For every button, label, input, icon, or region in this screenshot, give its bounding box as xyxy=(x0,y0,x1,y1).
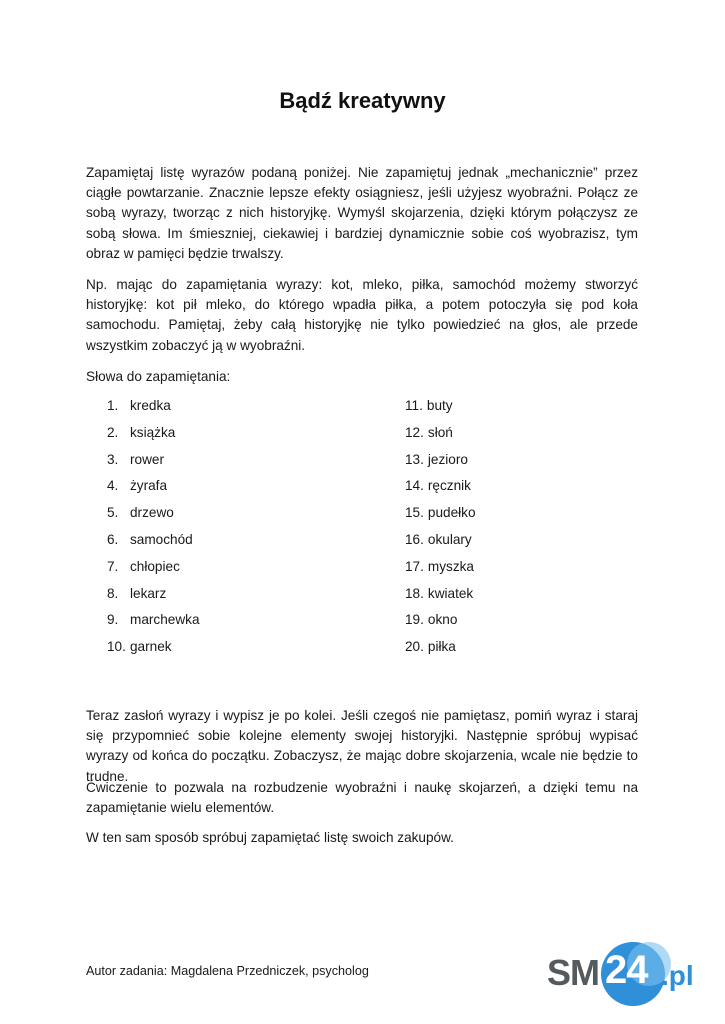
list-item xyxy=(405,423,476,450)
list-item xyxy=(405,637,476,664)
item-word: książka xyxy=(130,424,176,440)
item-word: buty xyxy=(426,398,453,413)
item-word: jezioro xyxy=(427,451,468,467)
list-item xyxy=(107,637,200,664)
item-number: 14. xyxy=(405,478,424,494)
logo-text-pl: .pl xyxy=(661,960,694,991)
item-number: 4. xyxy=(107,478,119,494)
item-word: rower xyxy=(130,451,164,467)
item-number: 6. xyxy=(107,531,119,547)
list-item xyxy=(107,396,200,423)
list-item xyxy=(405,557,476,584)
logo-text-24: 24 xyxy=(605,948,648,992)
list-item xyxy=(405,396,476,423)
item-word: żyrafa xyxy=(130,478,168,494)
word-list-right xyxy=(405,396,476,664)
logo-text-sm: SM xyxy=(547,952,599,993)
item-number: 18. xyxy=(405,585,424,601)
list-item xyxy=(405,530,476,557)
list-item xyxy=(405,476,476,503)
example-paragraph: Np. mając do zapamiętania wyrazy: kot, mleko, piłka, samochód możemy stworzyć historyjkę: kot pił mleko, do którego wpadła piłka, a potem potoczyła się pod koła samochodu. Pamiętaj, żeby całą historyjkę nie tylko powiedzieć na głos, ale przede wszystkim zobaczyć ją w wyobraźni. xyxy=(86,277,638,353)
item-number: 17. xyxy=(405,558,424,574)
list-item xyxy=(107,557,200,584)
word-list-left xyxy=(107,396,200,664)
item-number: 10. xyxy=(107,639,126,655)
item-number: 8. xyxy=(107,585,119,601)
page-title: Bądź kreatywny xyxy=(279,88,446,113)
item-number: 1. xyxy=(107,398,119,413)
list-heading: Słowa do zapamiętania: xyxy=(86,369,231,384)
item-number: 7. xyxy=(107,558,119,574)
item-number: 2. xyxy=(107,424,119,440)
item-number: 15. xyxy=(405,505,424,521)
item-word: chłopiec xyxy=(130,558,180,574)
list-item xyxy=(107,610,200,637)
item-number: 3. xyxy=(107,451,119,467)
instruction-paragraph: Teraz zasłoń wyrazy i wypisz je po kolei. Jeśli czegoś nie pamiętasz, pomiń wyraz i staraj się przypomnieć sobie kolejne elementy swojej historyjki. Następnie spróbuj wypisać wyrazy od końca do początku. Zobaczysz, że mając dobre skojarzenia, wcale nie będzie to trudne. xyxy=(86,708,638,784)
list-item xyxy=(107,476,200,503)
benefit-paragraph: Ćwiczenie to pozwala na rozbudzenie wyobraźni i naukę skojarzeń, a dzięki temu na zapamiętanie wielu elementów. xyxy=(86,780,638,816)
item-number: 9. xyxy=(107,612,119,628)
item-number: 16. xyxy=(405,531,424,547)
item-word: ręcznik xyxy=(427,478,471,494)
list-item xyxy=(405,610,476,637)
sm24-logo xyxy=(547,940,697,1010)
item-word: kwiatek xyxy=(427,585,474,601)
item-word: marchewka xyxy=(130,612,200,628)
item-word: pudełko xyxy=(427,505,476,521)
list-item xyxy=(405,503,476,530)
item-word: samochód xyxy=(130,531,193,547)
list-item xyxy=(107,503,200,530)
item-number: 19. xyxy=(405,612,424,628)
item-word: garnek xyxy=(130,639,172,655)
item-word: drzewo xyxy=(130,505,174,521)
list-item xyxy=(107,584,200,611)
list-item xyxy=(405,450,476,477)
item-number: 5. xyxy=(107,505,119,521)
item-word: okulary xyxy=(427,531,472,547)
intro-paragraph: Zapamiętaj listę wyrazów podaną poniżej. Nie zapamiętuj jednak „mechanicznie” przez ciągłe powtarzanie. Znacznie lepsze efekty osiągniesz, jeśli użyjesz wyobraźni. Połącz ze sobą wyrazy, tworząc z nich historyjkę. Wymyśl skojarzenia, dzięki którym połączysz ze sobą słowa. Im śmieszniej, ciekawiej i bardziej dynamicznie sobie coś wyobrazisz, tym obraz w pamięci będzie trwalszy. xyxy=(86,165,638,261)
shopping-paragraph: W ten sam sposób spróbuj zapamiętać listę swoich zakupów. xyxy=(86,830,454,845)
author-credit: Autor zadania: Magdalena Przedniczek, psycholog xyxy=(86,964,369,978)
item-word: kredka xyxy=(130,398,171,413)
item-word: piłka xyxy=(427,639,456,655)
item-word: lekarz xyxy=(130,585,167,601)
list-item xyxy=(107,450,200,477)
item-word: słoń xyxy=(427,424,453,440)
item-number: 11. xyxy=(405,398,423,413)
item-number: 20. xyxy=(405,639,424,655)
item-number: 13. xyxy=(405,451,424,467)
item-number: 12. xyxy=(405,424,424,440)
list-item xyxy=(107,423,200,450)
list-item xyxy=(107,530,200,557)
item-word: okno xyxy=(427,612,458,628)
item-word: myszka xyxy=(427,558,474,574)
list-item xyxy=(405,584,476,611)
